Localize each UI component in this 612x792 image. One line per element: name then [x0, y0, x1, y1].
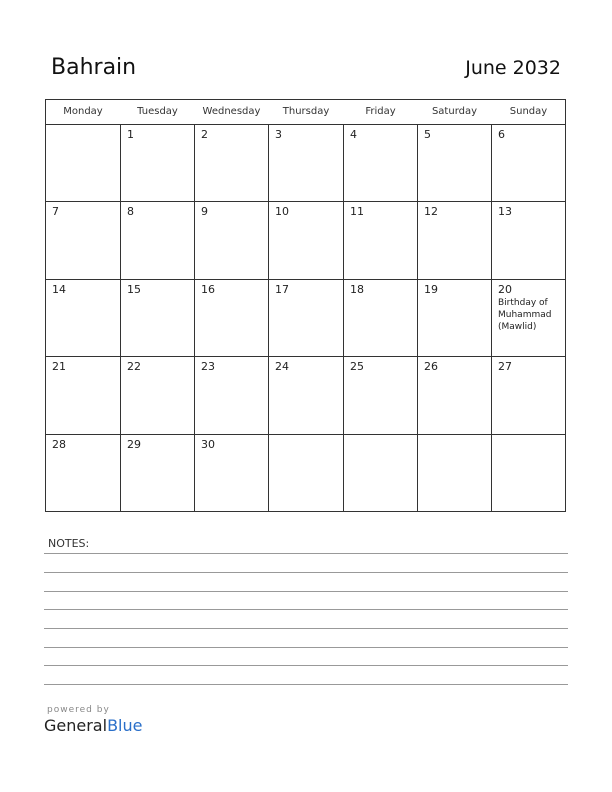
month-title: June 2032 — [465, 57, 561, 79]
day-cell — [46, 125, 120, 201]
day-cell — [492, 280, 565, 356]
weekday-monday: Monday — [63, 106, 103, 117]
day-cell — [121, 202, 194, 279]
day-cell — [492, 435, 565, 511]
day-cell — [269, 125, 343, 201]
note-line — [44, 609, 568, 610]
day-number: 19 — [424, 283, 438, 296]
day-cell — [344, 435, 417, 511]
day-cell — [269, 202, 343, 279]
day-number: 22 — [127, 360, 141, 373]
holiday-label: Birthday of Muhammad (Mawlid) — [498, 298, 552, 332]
weekday-wednesday: Wednesday — [202, 106, 261, 117]
brand-logo — [44, 716, 142, 735]
day-cell — [418, 435, 491, 511]
note-line — [44, 647, 568, 648]
day-cell — [121, 125, 194, 201]
day-cell — [46, 435, 120, 511]
day-cell — [121, 280, 194, 356]
day-number: 13 — [498, 205, 512, 218]
day-number: 25 — [350, 360, 364, 373]
day-number: 8 — [127, 205, 134, 218]
day-number: 1 — [127, 128, 134, 141]
day-cell — [46, 280, 120, 356]
powered-by-text: powered by — [47, 705, 110, 715]
day-cell — [418, 280, 491, 356]
brand-blue-text: Blue — [107, 716, 143, 735]
day-cell — [492, 357, 565, 434]
note-line — [44, 665, 568, 666]
day-cell — [344, 202, 417, 279]
day-number: 10 — [275, 205, 289, 218]
brand-general-text: General — [44, 716, 108, 735]
day-number: 14 — [52, 283, 66, 296]
day-cell — [195, 202, 268, 279]
day-cell — [418, 357, 491, 434]
day-cell — [269, 280, 343, 356]
note-line — [44, 591, 568, 592]
day-cell — [344, 357, 417, 434]
day-number: 21 — [52, 360, 66, 373]
day-number: 3 — [275, 128, 282, 141]
calendar-grid — [45, 99, 566, 512]
day-number: 24 — [275, 360, 289, 373]
day-cell — [344, 125, 417, 201]
country-title: Bahrain — [51, 55, 137, 80]
day-cell — [46, 202, 120, 279]
day-number: 11 — [350, 205, 364, 218]
day-number: 9 — [201, 205, 208, 218]
weekday-sunday: Sunday — [509, 106, 548, 117]
day-number: 7 — [52, 205, 59, 218]
day-cell — [344, 280, 417, 356]
day-cell — [195, 357, 268, 434]
day-cell — [195, 125, 268, 201]
day-number: 28 — [52, 438, 66, 451]
weekday-friday: Friday — [365, 106, 396, 117]
day-cell — [46, 357, 120, 434]
day-number: 30 — [201, 438, 215, 451]
day-number: 4 — [350, 128, 357, 141]
day-number: 27 — [498, 360, 512, 373]
day-number: 5 — [424, 128, 431, 141]
day-cell — [121, 435, 194, 511]
day-cell — [269, 435, 343, 511]
day-cell — [492, 125, 565, 201]
day-number: 18 — [350, 283, 364, 296]
day-cell — [195, 280, 268, 356]
weekday-tuesday: Tuesday — [137, 106, 178, 117]
day-number: 16 — [201, 283, 215, 296]
day-cell — [492, 202, 565, 279]
weekday-thursday: Thursday — [282, 106, 330, 117]
day-cell — [418, 202, 491, 279]
day-number: 6 — [498, 128, 505, 141]
weekday-saturday: Saturday — [431, 106, 478, 117]
note-line — [44, 628, 568, 629]
day-number: 2 — [201, 128, 208, 141]
note-line — [44, 572, 568, 573]
notes-label: NOTES: — [48, 537, 90, 550]
day-number: 29 — [127, 438, 141, 451]
day-cell — [121, 357, 194, 434]
day-number: 23 — [201, 360, 215, 373]
day-number: 12 — [424, 205, 438, 218]
day-cell — [418, 125, 491, 201]
day-number: 15 — [127, 283, 141, 296]
day-cell — [195, 435, 268, 511]
day-number: 20 — [498, 283, 512, 296]
weekday-header — [46, 100, 565, 125]
day-cell — [269, 357, 343, 434]
day-number: 26 — [424, 360, 438, 373]
note-line — [44, 684, 568, 685]
note-line — [44, 553, 568, 554]
day-number: 17 — [275, 283, 289, 296]
